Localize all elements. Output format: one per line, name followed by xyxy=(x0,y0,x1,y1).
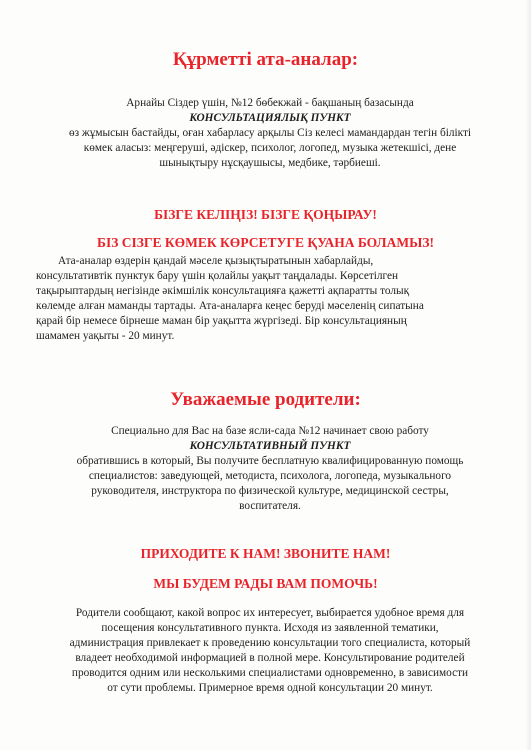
ru-help-heading: МЫ БУДЕМ РАДЫ ВАМ ПОМОЧЬ! xyxy=(153,576,378,591)
ru-title: Уважаемые родители: xyxy=(170,389,361,410)
ru-intro-line5: руководителя, инструктора по физической культуре, медицинской сестры, xyxy=(91,485,449,497)
kz-intro-line5: шынықтыру нұсқаушысы, медбике, тәрбиеші. xyxy=(159,157,381,169)
kz-body-line6: шамамен уақыты - 20 минут. xyxy=(36,330,175,342)
kz-body-line4: көлемде алған маманды тартады. Ата-аналарға кеңес беруді мәселенің сипатына xyxy=(36,300,424,312)
ru-body xyxy=(30,606,510,696)
kz-help-heading: БІЗ СІЗГЕ КӨМЕК КӨРСЕТУГЕ ҚУАНА БОЛАМЫЗ! xyxy=(97,235,434,250)
kz-intro-line3: өз жұмысын бастайды, оған хабарласу арқылы Сіз келесі мамандардан тегін білікті xyxy=(68,127,472,139)
kz-point-name: КОНСУЛЬТАЦИЯЛЫҚ ПУНКТ xyxy=(189,112,351,124)
kz-body-line5: қарай бір немесе бірнеше маман бір уақытта жүргізеді. Бір консультацияның xyxy=(36,315,407,327)
kz-body-line3: тақырыптардың негізінде әкімшілік консультацияға қажетті ақпаратты толық xyxy=(36,285,410,297)
ru-body-line2: посещения консультативного пункта. Исходя из заявленной тематики, xyxy=(101,622,439,634)
ru-intro-line3: обратившись в который, Вы получите бесплатную квалифицированную помощь xyxy=(76,455,464,467)
page-edge-shadow xyxy=(525,0,531,750)
ru-intro-line4: специалистов: заведующей, методиста, психолога, логопеда, музыкального xyxy=(88,470,452,482)
ru-body-line4: владеет необходимой информацией в полной мере. Консультирование родителей xyxy=(75,652,465,664)
ru-point-name: КОНСУЛЬТАТИВНЫЙ ПУНКТ xyxy=(189,440,351,452)
ru-body-line5: проводится одним или несколькими специалистами одновременно, в зависимости xyxy=(71,667,469,679)
ru-intro xyxy=(30,424,510,514)
kz-body-line1: Ата-аналар өздерін қандай мәселе қызықтыратынын хабарлайды, xyxy=(58,255,374,267)
ru-call-heading: ПРИХОДИТЕ К НАМ! ЗВОНИТЕ НАМ! xyxy=(140,546,391,561)
ru-intro-line1: Специально для Вас на базе ясли-сада №12 начинает свою работу xyxy=(111,425,429,437)
ru-body-line1: Родители сообщают, какой вопрос их интересует, выбирается удобное время для xyxy=(75,607,465,619)
kz-body xyxy=(36,254,506,344)
kz-call-heading: БІЗГЕ КЕЛІҢІЗ! БІЗГЕ ҚОҢЫРАУ! xyxy=(154,207,377,222)
kz-body-line2: консультативтік пунктук бару үшін қолайлы уақыт таңдалады. Көрсетілген xyxy=(36,270,399,282)
kz-intro-line1: Арнайы Сіздер үшін, №12 бөбекжай - бақшаның базасында xyxy=(126,97,414,109)
ru-body-line6: от сути проблемы. Примерное время одной консультации 20 минут. xyxy=(107,682,433,694)
ru-intro-line6: воспитателя. xyxy=(239,500,301,512)
ru-body-line3: администрация привлекает к проведению консультации того специалиста, который xyxy=(69,637,471,649)
kz-intro-line4: көмек аласыз: меңгеруші, әдіскер, психолог, логопед, музыка жетекшісі, дене xyxy=(83,142,457,154)
kz-intro xyxy=(40,96,500,171)
kz-title: Құрметті ата-аналар: xyxy=(172,49,359,70)
